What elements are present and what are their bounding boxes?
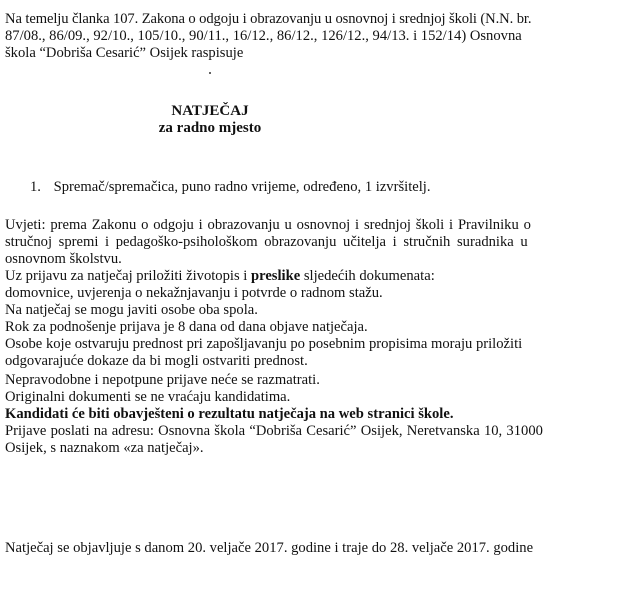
intro-line-3: škola “Dobriša Cesarić” Osijek raspisuje bbox=[5, 45, 244, 61]
incomplete-note: Nepravodobne i nepotpune prijave neće se razmatrati. bbox=[5, 372, 320, 388]
documents-line bbox=[5, 268, 435, 285]
priority-line-1: Osobe koje ostvaruju prednost pri zapošljavanju po posebnim propisima moraju priložiti bbox=[5, 336, 523, 352]
address-line-1: Prijave poslati na adresu: Osnovna škola “Dobriša Cesarić” Osijek, Neretvanska 10, 31000 bbox=[5, 423, 543, 439]
documents-list: domovnice, uvjerenja o nekažnjavanju i potvrde o radnom stažu. bbox=[5, 285, 383, 301]
speck bbox=[209, 72, 211, 74]
position-text: Spremač/spremačica, puno radno vrijeme, određeno, 1 izvršitelj. bbox=[53, 179, 431, 195]
results-note: Kandidati će biti obavješteni o rezultatu natječaja na web stranici škole. bbox=[5, 406, 454, 422]
intro-line-1: Na temelju članka 107. Zakona o odgoju i obrazovanju u osnovnoj i srednjoj školi (N.N. br. bbox=[5, 11, 532, 27]
documents-before: Uz prijavu za natječaj priložiti životopis i bbox=[5, 268, 251, 284]
conditions-line-2: stručnoj spremi i pedagoško-psihološkom obrazovanju učitelja i stručnih suradnika u bbox=[5, 234, 528, 250]
conditions-line-1: Uvjeti: prema Zakonu o odgoju i obrazovanju u osnovnoj i srednjoj školi i Pravilniku o bbox=[5, 217, 531, 233]
intro-line-2: 87/08., 86/09., 92/10., 105/10., 90/11., 16/12., 86/12., 126/12., 94/13. i 152/14) Osnovna bbox=[5, 28, 522, 44]
deadline-note: Rok za podnošenje prijava je 8 dana od dana objave natječaja. bbox=[5, 319, 368, 335]
page-title: NATJEČAJ bbox=[171, 103, 249, 119]
genders-note: Na natječaj se mogu javiti osobe oba spola. bbox=[5, 302, 258, 318]
position-list-item bbox=[30, 179, 430, 196]
documents-bold: preslike bbox=[251, 268, 301, 284]
address-line-2: Osijek, s naznakom «za natječaj». bbox=[5, 440, 204, 456]
footer-publication: Natječaj se objavljuje s danom 20. veljače 2017. godine i traje do 28. veljače 2017. godine bbox=[5, 540, 534, 556]
originals-note: Originalni dokumenti se ne vraćaju kandidatima. bbox=[5, 389, 291, 405]
conditions-line-3: osnovnom školstvu. bbox=[5, 251, 122, 267]
page-subtitle: za radno mjesto bbox=[158, 120, 262, 136]
documents-after: sljedećih dokumenata: bbox=[300, 268, 435, 284]
priority-line-2: odgovarajuće dokaze da bi mogli ostvariti prednost. bbox=[5, 353, 308, 369]
position-number: 1. bbox=[30, 179, 41, 195]
